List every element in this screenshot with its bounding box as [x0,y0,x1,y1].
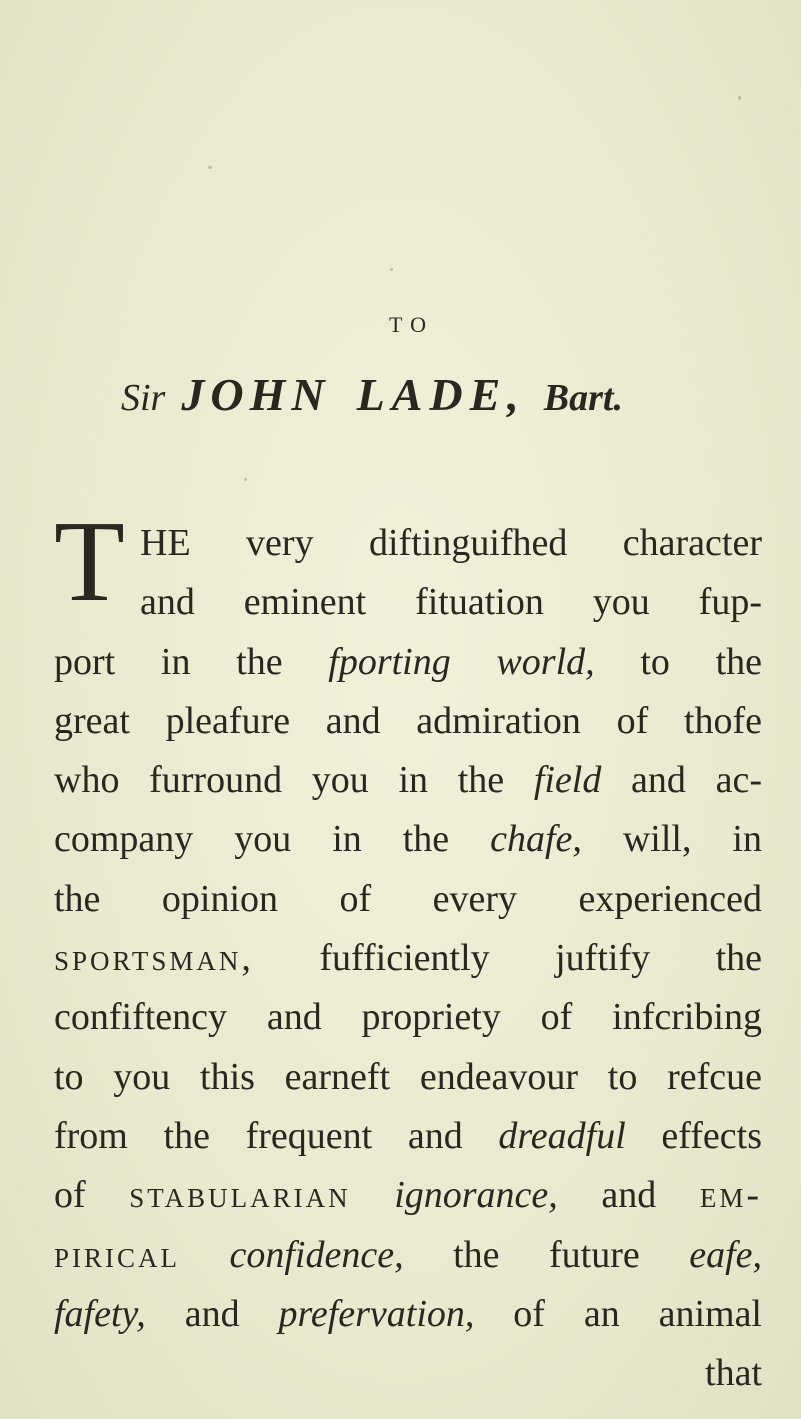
italic-run: chafe, [490,818,582,861]
dedicatee-surname: LADE, [356,369,526,420]
text-run: company you in the [54,818,491,861]
italic-run: fporting world, [328,640,595,683]
text-run: of an animal [474,1292,762,1335]
dedicatee-name [121,368,761,421]
text-run: of [54,1174,130,1217]
text-line [54,870,762,929]
small-caps-run: stabularian [129,1174,351,1217]
text-line [54,1226,762,1285]
text-run: that [705,1352,762,1395]
italic-run: dreadful [498,1114,626,1157]
italic-run: prefervation, [278,1292,475,1335]
text-line [54,514,762,573]
catchword [54,1344,762,1403]
text-run: HE very diftinguifhed character [140,522,762,564]
text-line [54,810,762,869]
italic-run: field [533,759,602,802]
text-line [54,988,762,1047]
italic-run: ignorance, [350,1174,558,1217]
text-run: port in the [54,640,329,683]
small-caps-run: sportsman, [54,937,254,980]
text-run: the future [403,1233,690,1276]
drop-cap: T [54,498,125,626]
text-run: who furround you in the [54,759,534,802]
text-run: will, in [581,818,762,861]
dedicatee-title: Sir [121,377,166,419]
small-caps-run: em- [699,1174,763,1217]
dedicatee-honorific: Bart. [543,377,623,419]
text-run: great pleafure and admiration of thofe [54,699,762,742]
text-line [54,751,762,810]
text-run: fufficiently juftify the [253,937,762,980]
text-run: and eminent fituation you fup- [140,581,762,624]
paper-speck [738,96,741,100]
italic-run: fafety, [54,1292,146,1335]
dedication-text [54,514,762,1403]
text-line [54,692,762,751]
small-caps-run: pirical [54,1233,181,1276]
text-run: and [557,1174,700,1217]
text-run: to the [594,640,763,683]
text-run: to you this earneft endeavour to refcue [54,1055,762,1098]
text-run: confiftency and propriety of infcribing [54,996,762,1039]
text-line [54,1166,762,1225]
text-run: from the frequent and [54,1114,499,1157]
paper-speck [208,166,212,169]
text-line [54,929,762,988]
paper-speck [390,268,393,271]
text-run: effects [625,1114,762,1157]
text-run: the opinion of every experienced [54,877,762,920]
italic-run: eafe, [689,1233,762,1276]
text-line [54,633,762,692]
text-run: and ac- [601,759,762,802]
text-line [54,1285,762,1344]
text-run: and [145,1292,279,1335]
paper-speck [244,478,247,481]
dedicatee-first-name: JOHN [181,369,331,420]
dedication-to: TO [389,312,434,337]
text-line [54,1107,762,1166]
text-line [54,573,762,632]
italic-run: confidence, [180,1233,404,1276]
text-line [54,1048,762,1107]
